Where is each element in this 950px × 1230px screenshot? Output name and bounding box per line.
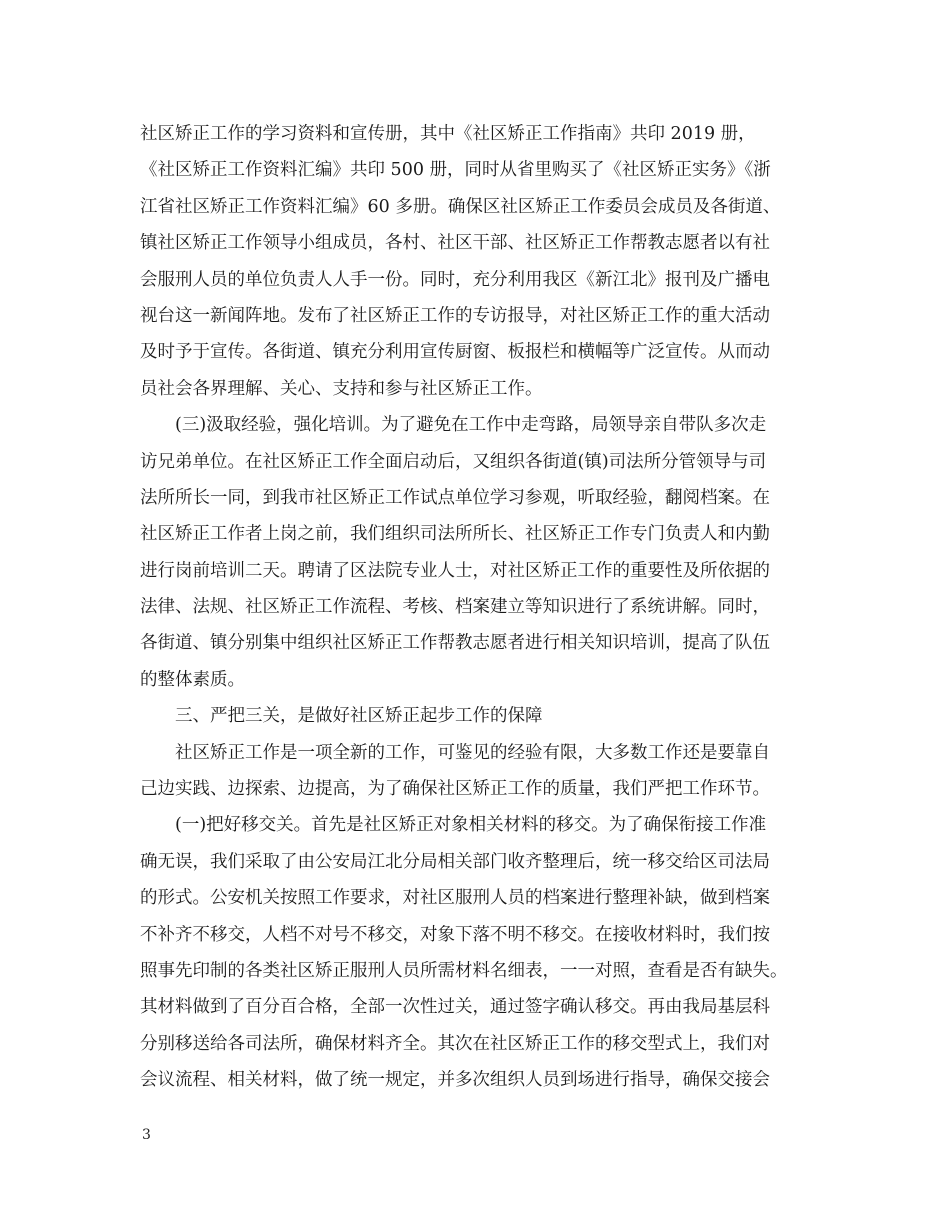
text-line: 不补齐不移交，人档不对号不移交，对象下落不明不移交。在接收材料时，我们按: [140, 924, 770, 945]
text-line: 员社会各界理解、关心、支持和参与社区矫正工作。: [140, 378, 543, 399]
text-line: 进行岗前培训二天。聘请了区法院专业人士，对社区矫正工作的重要性及所依据的: [140, 560, 770, 581]
text-line: 的形式。公安机关按照工作要求，对社区服刑人员的档案进行整理补缺，做到档案: [140, 888, 770, 909]
text-line: 照事先印制的各类社区矫正服刑人员所需材料名细表，一一对照，查看是否有缺失。: [140, 960, 788, 981]
text-line: 确无误，我们采取了由公安局江北分局相关部门收齐整理后，统一移交给区司法局: [140, 851, 770, 872]
text-line: 镇社区矫正工作领导小组成员，各村、社区干部、社区矫正工作帮教志愿者以有社: [140, 233, 770, 254]
text-line: 访兄弟单位。在社区矫正工作全面启动后，又组织各街道(镇)司法所分管领导与司: [140, 451, 767, 472]
text-line: 视台这一新闻阵地。发布了社区矫正工作的专访报导，对社区矫正工作的重大活动: [140, 305, 770, 326]
text-line: 会服刑人员的单位负责人人手一份。同时，充分利用我区《新江北》报刊及广播电: [140, 269, 770, 290]
text-line: 己边实践、边探索、边提高，为了确保社区矫正工作的质量，我们严把工作环节。: [140, 779, 770, 800]
text-line: 《社区矫正工作资料汇编》共印 500 册，同时从省里购买了《社区矫正实务》《浙: [140, 160, 771, 181]
text-line: (三)汲取经验，强化培训。为了避免在工作中走弯路，局领导亲自带队多次走: [175, 415, 767, 436]
text-line: 各街道、镇分别集中组织社区矫正工作帮教志愿者进行相关知识培训，提高了队伍: [140, 633, 770, 654]
text-line: 及时予于宣传。各街道、镇充分利用宣传厨窗、板报栏和横幅等广泛宣传。从而动: [140, 342, 770, 363]
text-line: 的整体素质。: [140, 669, 245, 690]
text-line: 社区矫正工作者上岗之前，我们组织司法所所长、社区矫正工作专门负责人和内勤: [140, 524, 770, 545]
text-line: 会议流程、相关材料，做了统一规定，并多次组织人员到场进行指导，确保交接会: [140, 1070, 770, 1091]
text-line: 分别移送给各司法所，确保材料齐全。其次在社区矫正工作的移交型式上，我们对: [140, 1033, 770, 1054]
text-line: 社区矫正工作是一项全新的工作，可鉴见的经验有限，大多数工作还是要靠自: [175, 742, 770, 763]
text-line: 江省社区矫正工作资料汇编》60 多册。确保区社区矫正工作委员会成员及各街道、: [140, 196, 781, 217]
text-line: 法所所长一同，到我市社区矫正工作试点单位学习参观，听取经验，翻阅档案。在: [140, 487, 770, 508]
text-line: 法律、法规、社区矫正工作流程、考核、档案建立等知识进行了系统讲解。同时，: [140, 597, 770, 618]
text-line: 其材料做到了百分百合格，全部一次性过关，通过签字确认移交。再由我局基层科: [140, 997, 770, 1018]
page-number: 3: [142, 1127, 151, 1143]
text-line: 社区矫正工作的学习资料和宣传册，其中《社区矫正工作指南》共印 2019 册，: [140, 124, 756, 144]
text-line: (一)把好移交关。首先是社区矫正对象相关材料的移交。为了确保衔接工作准: [175, 815, 767, 836]
document-body: [140, 116, 830, 1099]
text-line: 三、严把三关，是做好社区矫正起步工作的保障: [175, 706, 543, 727]
